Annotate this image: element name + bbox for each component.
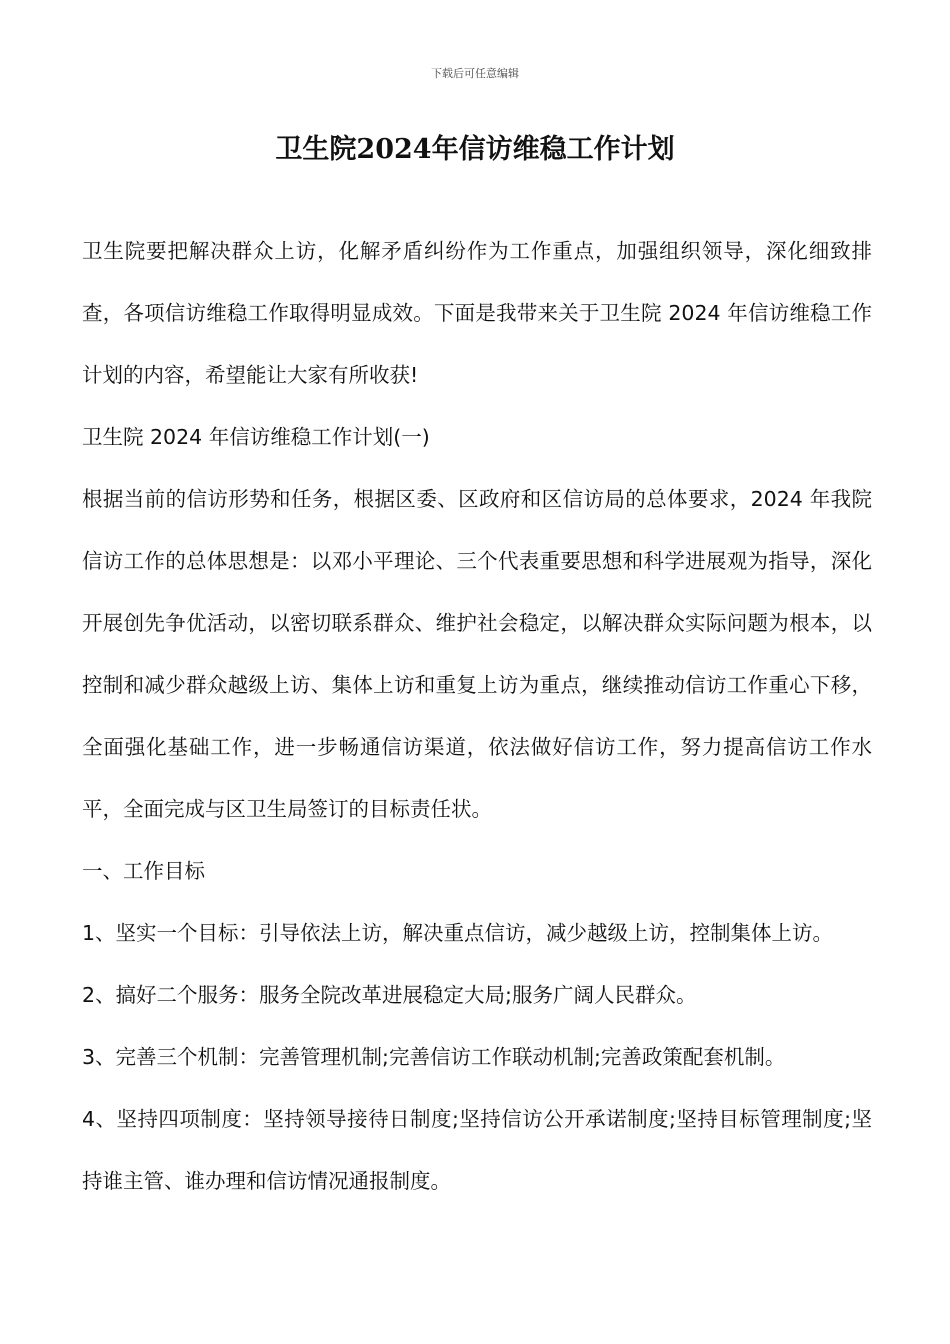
goal-item-1: 1、坚实一个目标：引导依法上访，解决重点信访，减少越级上访，控制集体上访。 <box>82 921 834 945</box>
intro-paragraph: 卫生院要把解决群众上访，化解矛盾纠纷作为工作重点，加强组织领导，深化细致排查，各项信访维稳工作取得明显成效。下面是我带来关于卫生院 2024 年信访维稳工作计划的内容，希望能让大家有所收获! <box>82 239 872 387</box>
goal-item-3: 3、完善三个机制：完善管理机制;完善信访工作联动机制;完善政策配套机制。 <box>82 1045 786 1069</box>
document-body <box>82 220 872 1212</box>
document-title: 卫生院2024年信访维稳工作计划 <box>275 134 675 165</box>
section-heading-work-goals: 一、工作目标 <box>82 859 205 883</box>
goal-item-2: 2、搞好二个服务：服务全院改革进展稳定大局;服务广阔人民群众。 <box>82 983 697 1007</box>
header-note: 下载后可任意编辑 <box>431 67 519 80</box>
section-heading-plan-one: 卫生院 2024 年信访维稳工作计划(一) <box>82 425 430 449</box>
goal-item-4: 4、坚持四项制度：坚持领导接待日制度;坚持信访公开承诺制度;坚持目标管理制度;坚持谁主管、谁办理和信访情况通报制度。 <box>82 1107 872 1193</box>
guiding-thought-paragraph: 根据当前的信访形势和任务，根据区委、区政府和区信访局的总体要求，2024 年我院信访工作的总体思想是：以邓小平理论、三个代表重要思想和科学进展观为指导，深化开展创先争优活动，以密切联系群众、维护社会稳定，以解决群众实际问题为根本，以控制和减少群众越级上访、集体上访和重复上访为重点，继续推动信访工作重心下移，全面强化基础工作，进一步畅通信访渠道，依法做好信访工作，努力提高信访工作水平，全面完成与区卫生局签订的目标责任状。 <box>82 487 872 821</box>
